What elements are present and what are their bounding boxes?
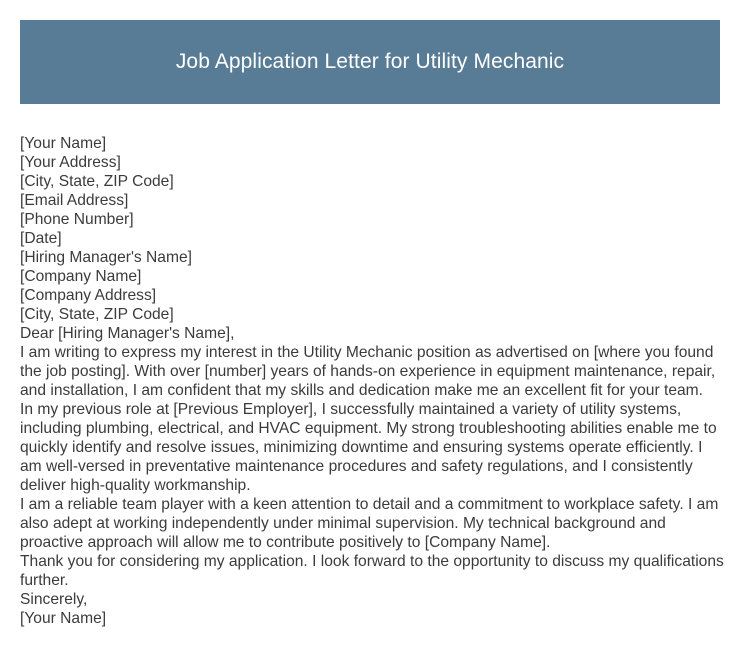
sender-address: [Your Address] [20, 154, 121, 171]
salutation: Dear [Hiring Manager's Name], [20, 325, 235, 342]
letter-date: [Date] [20, 230, 62, 247]
paragraph-experience: In my previous role at [Previous Employer], I successfully maintained a variety of utility systems, including plumbing, electrical, and HVAC equipment. My strong troubleshooting abilities enable me to quickly identify and resolve issues, minimizing downtime and ensuring systems operate efficiently. I am well-versed in preventative maintenance procedures and safety regulations, and I consistently deliver high-quality workmanship. [20, 401, 717, 494]
paragraph-closing: Thank you for considering my application. I look forward to the opportunity to discuss my qualifications further. [20, 553, 724, 589]
page-title: Job Application Letter for Utility Mechanic [175, 50, 565, 73]
sender-name: [Your Name] [20, 135, 107, 152]
company-city-state-zip: [City, State, ZIP Code] [20, 306, 174, 323]
title-banner [20, 20, 720, 104]
recipient-name: [Hiring Manager's Name] [20, 249, 192, 266]
paragraph-introduction: I am writing to express my interest in the Utility Mechanic position as advertised on [where you found the job posting]. With over [number] years of hands-on experience in equipment maintenance, repair, and installation, I am confident that my skills and dedication make me an excellent fit for your team. [20, 344, 716, 399]
paragraph-qualities: I am a reliable team player with a keen attention to detail and a commitment to workplace safety. I am also adept at working independently under minimal supervision. My technical background and proactive approach will allow me to contribute positively to [Company Name]. [20, 496, 719, 551]
closing-phrase: Sincerely, [20, 591, 88, 608]
company-name: [Company Name] [20, 268, 142, 285]
sender-city-state-zip: [City, State, ZIP Code] [20, 173, 174, 190]
signature-name: [Your Name] [20, 610, 107, 627]
letter-body [20, 134, 725, 628]
sender-phone: [Phone Number] [20, 211, 134, 228]
sender-email: [Email Address] [20, 192, 129, 209]
company-address: [Company Address] [20, 287, 157, 304]
